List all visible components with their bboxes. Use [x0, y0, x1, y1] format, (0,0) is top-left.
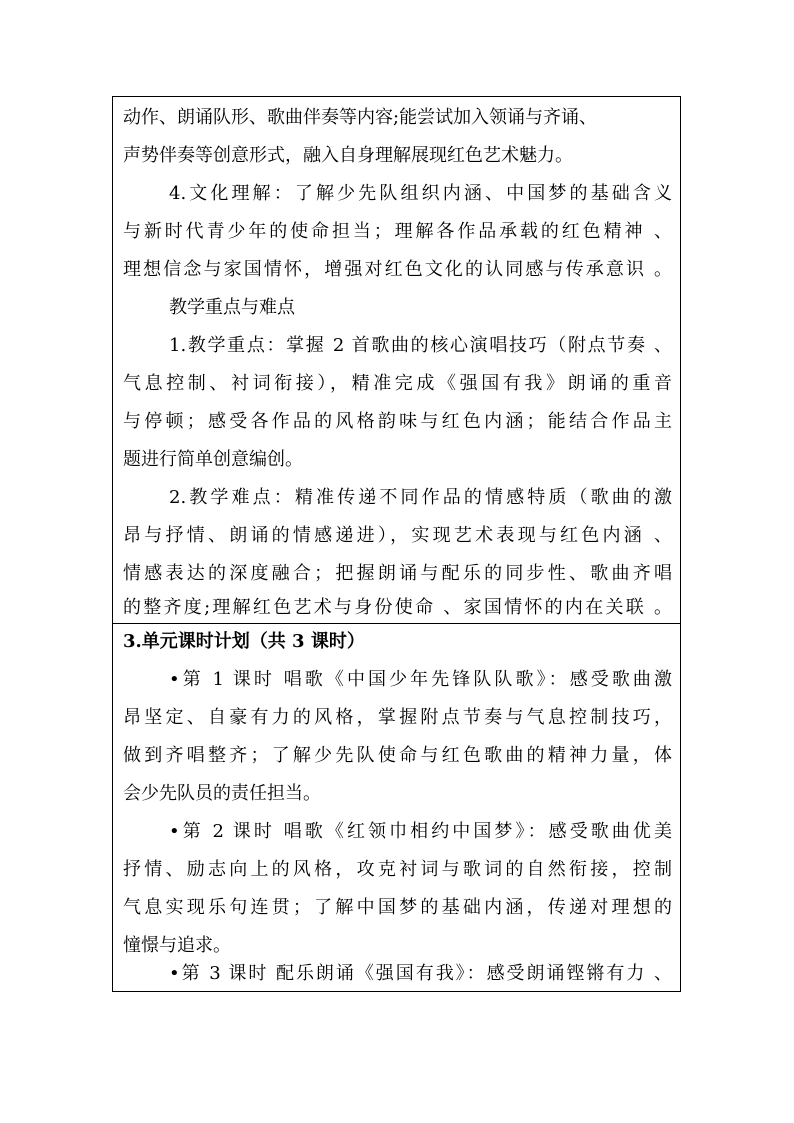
- text-line: 4.文化理解：了解少先队组织内涵、中国梦的基础含义: [169, 183, 672, 204]
- text-line: 2.教学难点：精准传递不同作品的情感特质（歌曲的激: [169, 487, 672, 508]
- text-line: 1.教学重点：掌握 2 首歌曲的核心演唱技巧（附点节奏 、: [169, 335, 672, 356]
- text-line: 动作、朗诵队形、歌曲伴奏等内容;能尝试加入领诵与齐诵、: [123, 107, 598, 128]
- text-line: 的整齐度;理解红色艺术与身份使命 、家国情怀的内在关联 。: [123, 597, 672, 618]
- text-line: 做到齐唱整齐；了解少先队使命与红色歌曲的精神力量，体: [123, 745, 672, 766]
- text-line: 理想信念与家国情怀，增强对红色文化的认同感与传承意识 。: [123, 259, 672, 280]
- section-heading: 3.单元课时计划（共 3 课时）: [123, 631, 365, 652]
- text-line: •第 2 课时 唱歌《红领巾相约中国梦》：感受歌曲优美: [169, 821, 672, 842]
- text-line: •第 3 课时 配乐朗诵《强国有我》：感受朗诵铿锵有力 、: [169, 963, 672, 984]
- subheading: 教学重点与难点: [169, 297, 295, 318]
- text-line: 情感表达的深度融合；把握朗诵与配乐的同步性、歌曲齐唱: [123, 563, 672, 584]
- text-line: 与停顿；感受各作品的风格韵味与红色内涵；能结合作品主: [123, 411, 672, 432]
- lesson-plan-table: [112, 96, 681, 992]
- text-line: 题进行简单创意编创。: [123, 449, 303, 470]
- text-line: 声势伴奏等创意形式，融入自身理解展现红色艺术魅力。: [123, 145, 573, 166]
- text-line: 昂坚定、自豪有力的风格，掌握附点节奏与气息控制技巧，: [123, 707, 672, 728]
- text-line: 会少先队员的责任担当。: [123, 783, 321, 804]
- text-line: 气息控制、衬词衔接），精准完成《强国有我》朗诵的重音: [123, 373, 672, 394]
- text-line: 抒情、励志向上的风格，攻克衬词与歌词的自然衔接，控制: [123, 859, 672, 880]
- text-line: •第 1 课时 唱歌《中国少年先锋队队歌》：感受歌曲激: [169, 669, 672, 690]
- text-line: 昂与抒情、朗诵的情感递进），实现艺术表现与红色内涵 、: [123, 525, 672, 546]
- text-line: 与新时代青少年的使命担当；理解各作品承载的红色精神 、: [123, 221, 672, 242]
- text-line: 气息实现乐句连贯；了解中国梦的基础内涵，传递对理想的: [123, 897, 672, 918]
- text-line: 憧憬与追求。: [123, 935, 231, 956]
